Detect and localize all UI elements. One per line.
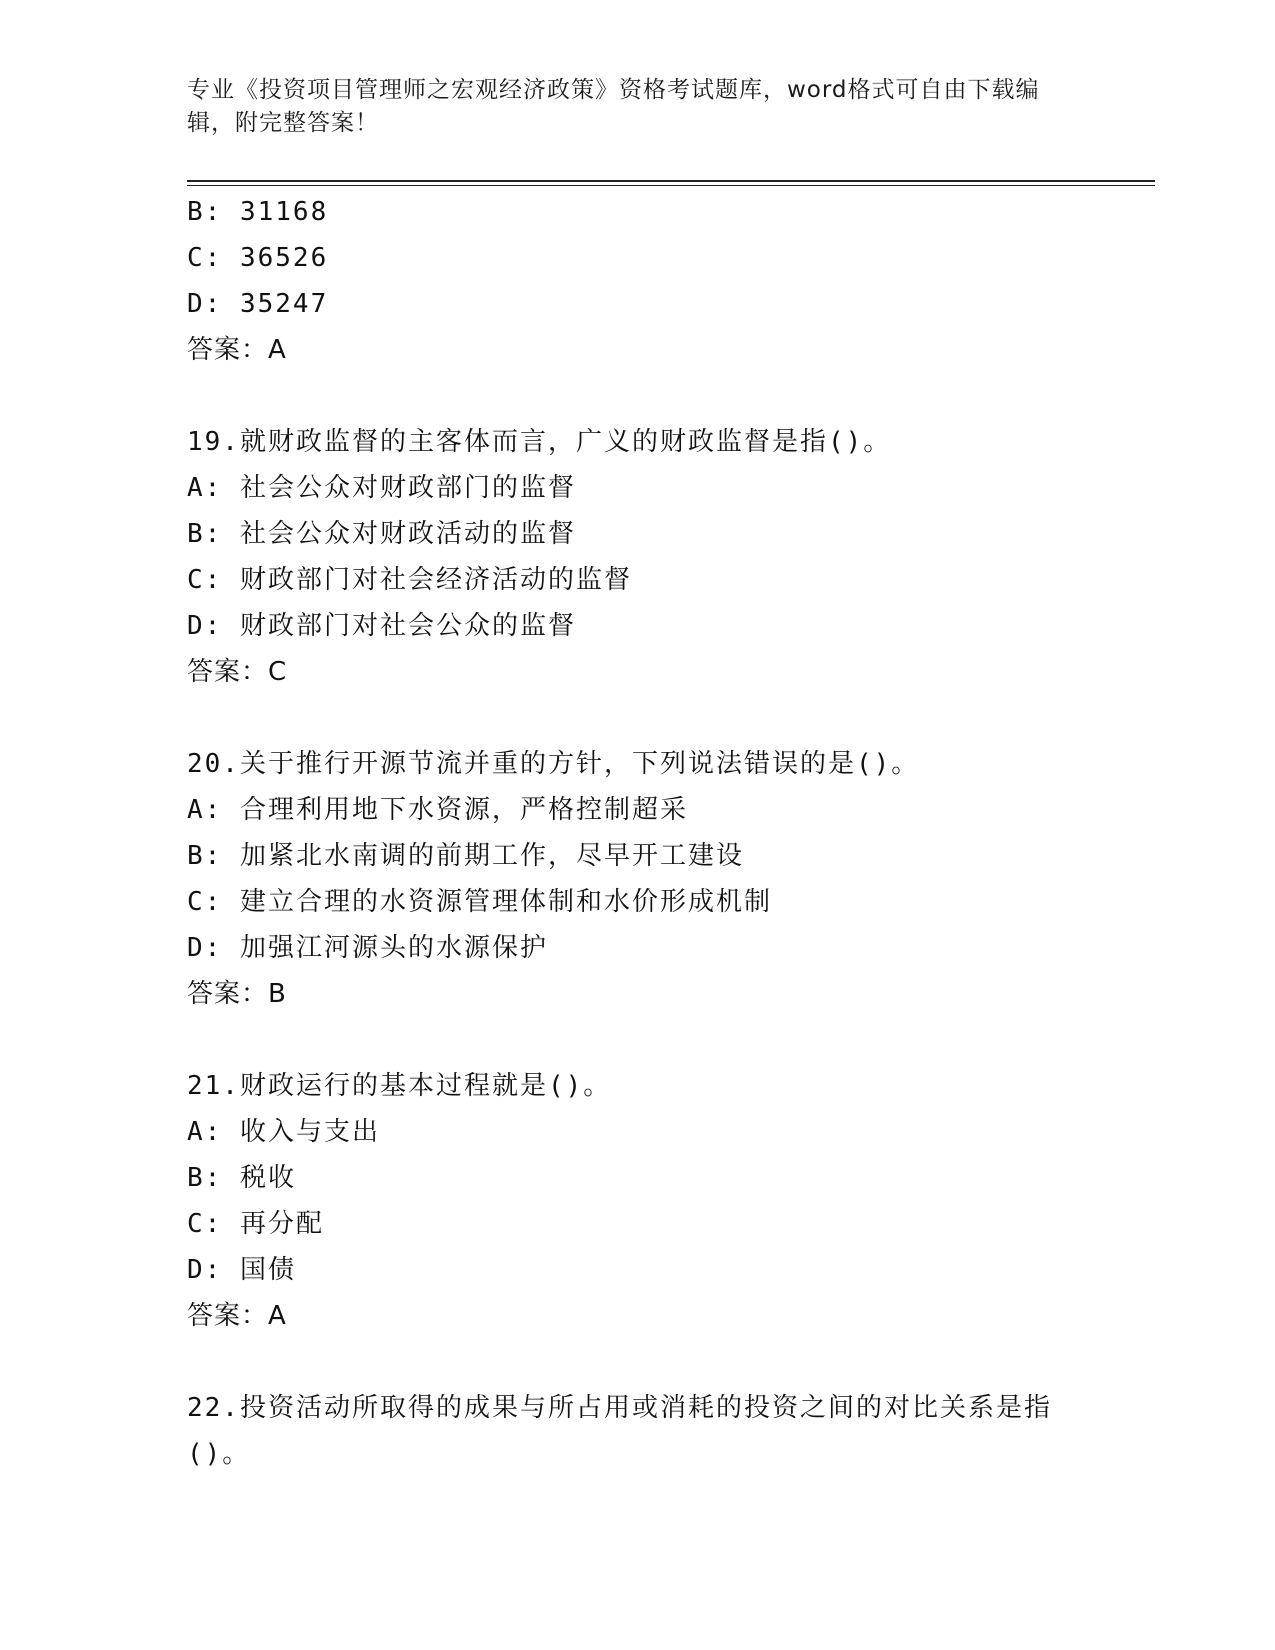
answer: 答案：A (187, 335, 287, 365)
question-stem: 19.就财政监督的主客体而言，广义的财政监督是指()。 (187, 427, 892, 457)
option-d: D: 财政部门对社会公众的监督 (187, 611, 576, 641)
option-c: C: 36526 (187, 243, 329, 273)
document-header: 专业《投资项目管理师之宏观经济政策》资格考试题库，word格式可自由下载编辑，附完整答案！ (187, 77, 1040, 136)
question-22 (187, 1385, 1087, 1477)
question-stem: 22.投资活动所取得的成果与所占用或消耗的投资之间的对比关系是指()。 (187, 1393, 1052, 1469)
spacer (187, 1017, 1087, 1063)
header-divider-thin (187, 185, 1155, 186)
option-a: A: 社会公众对财政部门的监督 (187, 473, 576, 503)
option-c: C: 财政部门对社会经济活动的监督 (187, 565, 632, 595)
answer: 答案：C (187, 657, 288, 687)
question-stem: 21.财政运行的基本过程就是()。 (187, 1071, 612, 1101)
question-stem: 20.关于推行开源节流并重的方针，下列说法错误的是()。 (187, 749, 920, 779)
header-divider-thick (187, 180, 1155, 182)
question-20 (187, 741, 1087, 1017)
question-21 (187, 1063, 1087, 1339)
answer: 答案：B (187, 979, 287, 1009)
answer: 答案：A (187, 1301, 287, 1331)
option-d: D: 35247 (187, 289, 329, 319)
question-list (187, 189, 1087, 1477)
option-c: C: 再分配 (187, 1209, 324, 1239)
option-a: A: 合理利用地下水资源，严格控制超采 (187, 795, 688, 825)
option-b: B: 加紧北水南调的前期工作，尽早开工建设 (187, 841, 744, 871)
spacer (187, 373, 1087, 419)
option-d: D: 加强江河源头的水源保护 (187, 933, 548, 963)
option-b: B: 社会公众对财政活动的监督 (187, 519, 576, 549)
question-18-continued (187, 189, 1087, 373)
option-a: A: 收入与支出 (187, 1117, 380, 1147)
option-d: D: 国债 (187, 1255, 296, 1285)
option-b: B: 31168 (187, 197, 329, 227)
spacer (187, 695, 1087, 741)
question-19 (187, 419, 1087, 695)
spacer (187, 1339, 1087, 1385)
option-b: B: 税收 (187, 1163, 296, 1193)
option-c: C: 建立合理的水资源管理体制和水价形成机制 (187, 887, 772, 917)
